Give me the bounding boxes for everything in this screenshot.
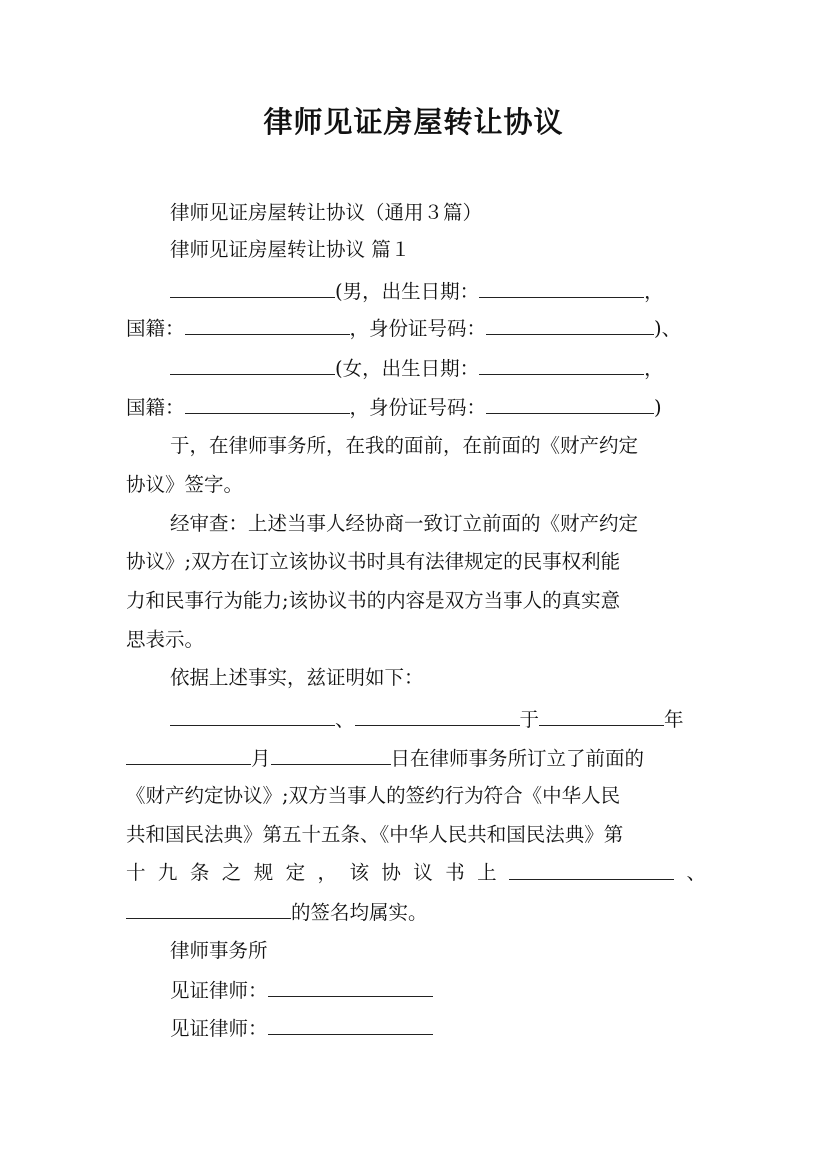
signer2-blank xyxy=(126,899,291,919)
party1-name-blank xyxy=(170,278,335,298)
party2-nationality-blank xyxy=(185,394,350,414)
document-title: 律师见证房屋转让协议 xyxy=(263,105,564,139)
signature-line xyxy=(126,899,706,926)
id-label: ，身份证号码： xyxy=(349,396,487,419)
law-line3 xyxy=(126,860,706,886)
month-blank xyxy=(126,745,251,765)
section-heading: 律师见证房屋转让协议 篇１ xyxy=(170,238,411,261)
party2-dob-blank xyxy=(479,355,644,375)
party2-line xyxy=(170,355,706,382)
comma: ， xyxy=(644,357,664,380)
year-text: 年 xyxy=(664,708,684,731)
signing-paragraph-line1: 于，在律师事务所，在我的面前，在前面的《财产约定 xyxy=(170,434,639,457)
witness-label: 见证律师： xyxy=(170,1017,268,1040)
id-label: ，身份证号码： xyxy=(349,317,487,340)
law-char: 条 xyxy=(189,861,210,884)
nationality-label: 国籍： xyxy=(126,317,185,340)
yu-text: 于 xyxy=(519,708,540,731)
close: ) xyxy=(654,396,662,419)
law-line2: 共和国民法典》第五十五条、《中华人民共和国民法典》第 xyxy=(126,823,624,846)
proof-date-line2 xyxy=(126,745,706,772)
proof-date-line1 xyxy=(170,706,706,733)
law-char: 该 xyxy=(349,861,369,884)
day-text: 日在律师事务所订立了前面的 xyxy=(390,747,645,770)
law-firm-label: 律师事务所 xyxy=(170,939,268,962)
signing-paragraph-line2: 协议》签字。 xyxy=(126,473,244,496)
review-paragraph-line3: 力和民事行为能力;该协议书的内容是双方当事人的真实意 xyxy=(126,589,621,612)
witness-lawyer-2 xyxy=(170,1015,706,1042)
party2-id-blank xyxy=(486,394,654,414)
witness1-blank xyxy=(268,977,433,997)
separator: 、 xyxy=(335,708,355,731)
day-blank xyxy=(271,745,391,765)
law-char: 议 xyxy=(413,861,433,884)
review-paragraph-line1: 经审查：上述当事人经协商一致订立前面的《财产约定 xyxy=(170,512,639,535)
law-char: ， xyxy=(317,861,338,884)
party2-blank xyxy=(355,706,520,726)
law-char: 定 xyxy=(285,861,306,884)
party1-line xyxy=(170,278,706,305)
law-char: 书 xyxy=(445,861,465,884)
party1-id-line xyxy=(126,315,706,342)
document-subtitle: 律师见证房屋转让协议（通用３篇） xyxy=(170,201,483,224)
party2-name-blank xyxy=(170,355,335,375)
separator: 、 xyxy=(686,861,706,884)
year-blank xyxy=(539,706,664,726)
proof-intro: 依据上述事实，兹证明如下： xyxy=(170,666,424,689)
comma: ， xyxy=(644,280,664,303)
party1-id-blank xyxy=(486,315,654,335)
party2-id-line xyxy=(126,394,706,421)
law-char: 规 xyxy=(253,861,274,884)
party1-gender-dob: (男，出生日期： xyxy=(335,280,480,303)
nationality-label: 国籍： xyxy=(126,396,185,419)
party1-nationality-blank xyxy=(185,315,350,335)
party2-gender-dob: (女，出生日期： xyxy=(335,357,480,380)
review-paragraph-line4: 思表示。 xyxy=(126,628,205,651)
signer1-blank xyxy=(509,860,674,880)
law-char: 之 xyxy=(221,861,242,884)
party1-blank xyxy=(170,706,335,726)
witness2-blank xyxy=(268,1015,433,1035)
law-char: 上 xyxy=(477,861,497,884)
month-text: 月 xyxy=(251,747,271,770)
review-paragraph-line2: 协议》;双方在订立该协议书时具有法律规定的民事权利能 xyxy=(126,550,621,573)
signature-end: 的签名均属实。 xyxy=(291,901,428,924)
witness-label: 见证律师： xyxy=(170,979,268,1002)
law-char: 协 xyxy=(381,861,401,884)
witness-lawyer-1 xyxy=(170,977,706,1004)
law-line1: 《财产约定协议》;双方当事人的签约行为符合《中华人民 xyxy=(126,784,621,807)
law-char: 十 xyxy=(126,861,146,884)
party1-dob-blank xyxy=(479,278,644,298)
law-char: 九 xyxy=(157,861,178,884)
close-sep: )、 xyxy=(654,317,682,340)
